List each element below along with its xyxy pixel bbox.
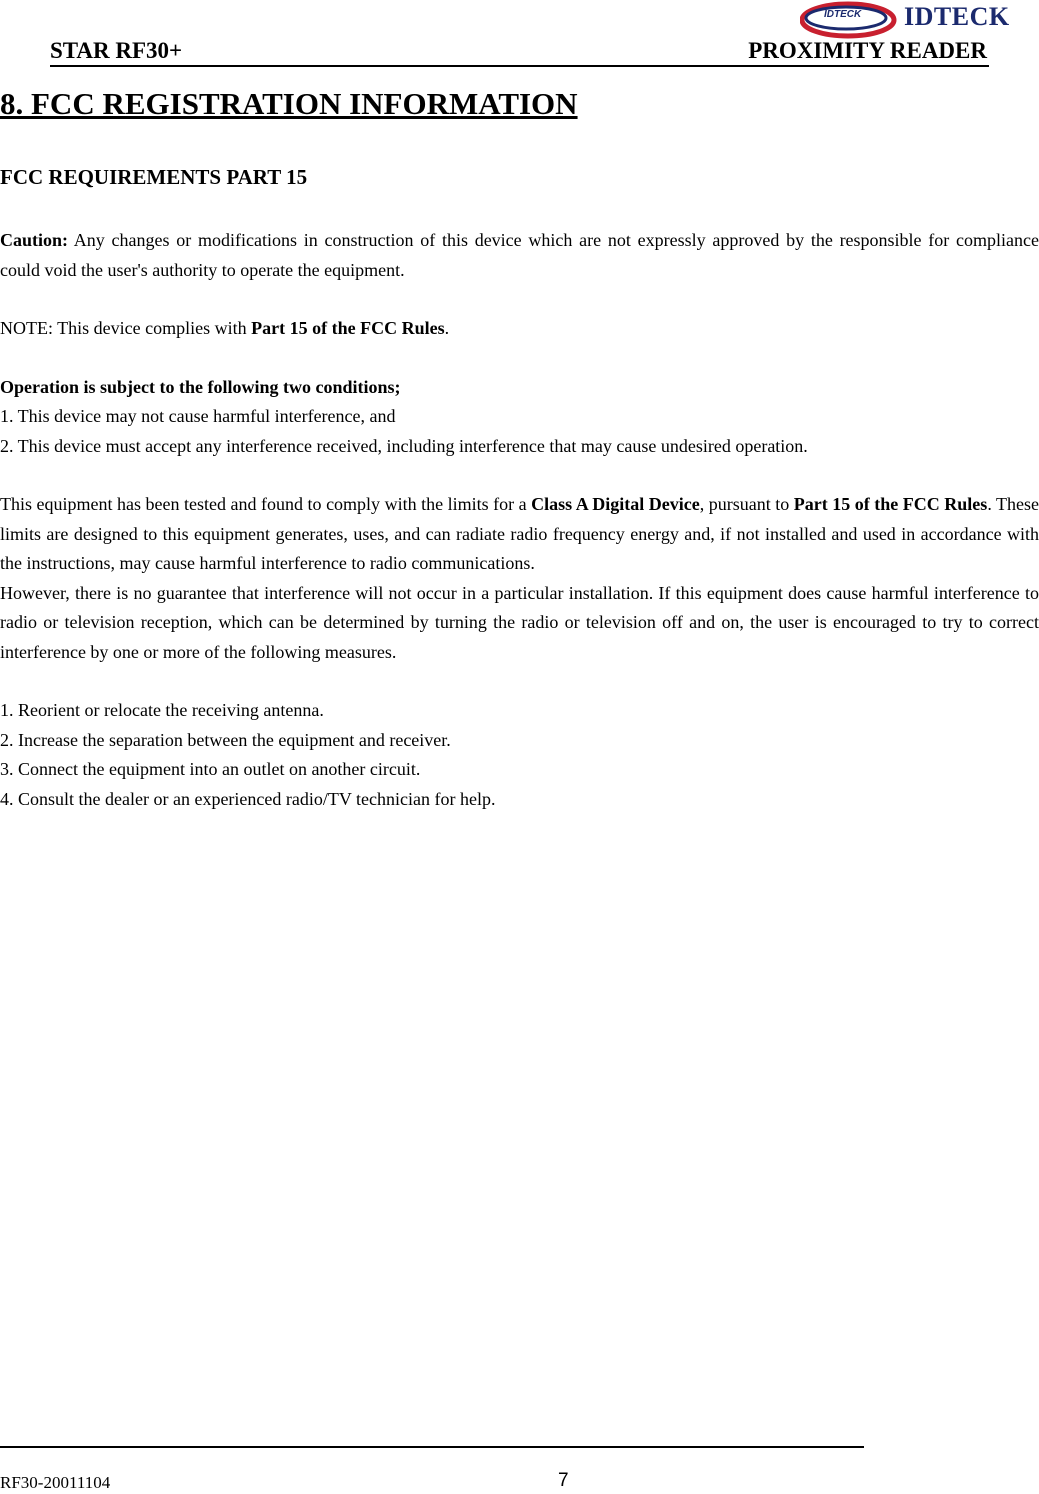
footer-doc-id: RF30-20011104 (0, 1473, 111, 1492)
conditions-heading (0, 373, 1039, 403)
header-product-name: STAR RF30+ (50, 38, 183, 63)
page-number: 7 (558, 1470, 569, 1491)
note-prefix: NOTE: This device complies with (0, 318, 252, 338)
logo-badge-text: IDTECK (824, 9, 862, 20)
logo-swoosh-icon (800, 0, 900, 40)
header-rule (50, 65, 989, 67)
equipment-bold-part15: Part 15 of the FCC Rules (793, 494, 988, 514)
equipment-text-2: , pursuant to (699, 494, 794, 514)
equipment-text-3: . These limits are designed to this equipment generates, uses, and can radiate radio frequency energy and, if not installed and used in accordance with the instructions, may cause harmful interference to radio communications. (0, 494, 1039, 573)
sub-title: FCC REQUIREMENTS PART 15 (0, 165, 308, 189)
guarantee-paragraph: However, there is no guarantee that interference will not occur in a particular installation. If this equipment does cause harmful interference to radio or television reception, which can be determined by turning the radio or television off and on, the user is encouraged to try to correct interference by one or more of the following measures. (0, 582, 1039, 662)
caution-text: Any changes or modifications in construction of this device which are not expressly approved by the responsible for compliance could void the user's authority to operate the equipment. (0, 230, 1039, 280)
conditions-heading-text: Operation is subject to the following two conditions; (0, 376, 401, 397)
condition-item: 2. This device must accept any interference received, including interference that may cause undesired operation. (0, 435, 808, 456)
header-product-type: PROXIMITY READER (748, 38, 987, 63)
condition-item: 1. This device may not cause harmful interference, and (0, 406, 396, 426)
page-body (0, 84, 1039, 814)
measure-item: 3. Connect the equipment into an outlet on another circuit. (0, 759, 421, 779)
equipment-paragraph (0, 490, 1039, 579)
equipment-bold-class: Class A Digital Device (531, 494, 700, 514)
caution-label: Caution: (0, 230, 69, 250)
idteck-logo (800, 0, 1015, 44)
measure-item: 2. Increase the separation between the equipment and receiver. (0, 729, 451, 750)
equipment-text-1: This equipment has been tested and found to comply with the limits for a (0, 494, 532, 514)
measure-item: 1. Reorient or relocate the receiving antenna. (0, 700, 324, 720)
section-title: 8. FCC REGISTRATION INFORMATION (0, 86, 578, 121)
note-paragraph (0, 314, 1039, 344)
note-bold: Part 15 of the FCC Rules (251, 318, 445, 338)
note-suffix: . (444, 318, 450, 338)
page-header (0, 0, 1039, 70)
measure-item: 4. Consult the dealer or an experienced radio/TV technician for help. (0, 788, 496, 809)
footer-rule (0, 1446, 864, 1448)
caution-paragraph (0, 226, 1039, 285)
logo-wordmark: IDTECK (904, 2, 1010, 31)
